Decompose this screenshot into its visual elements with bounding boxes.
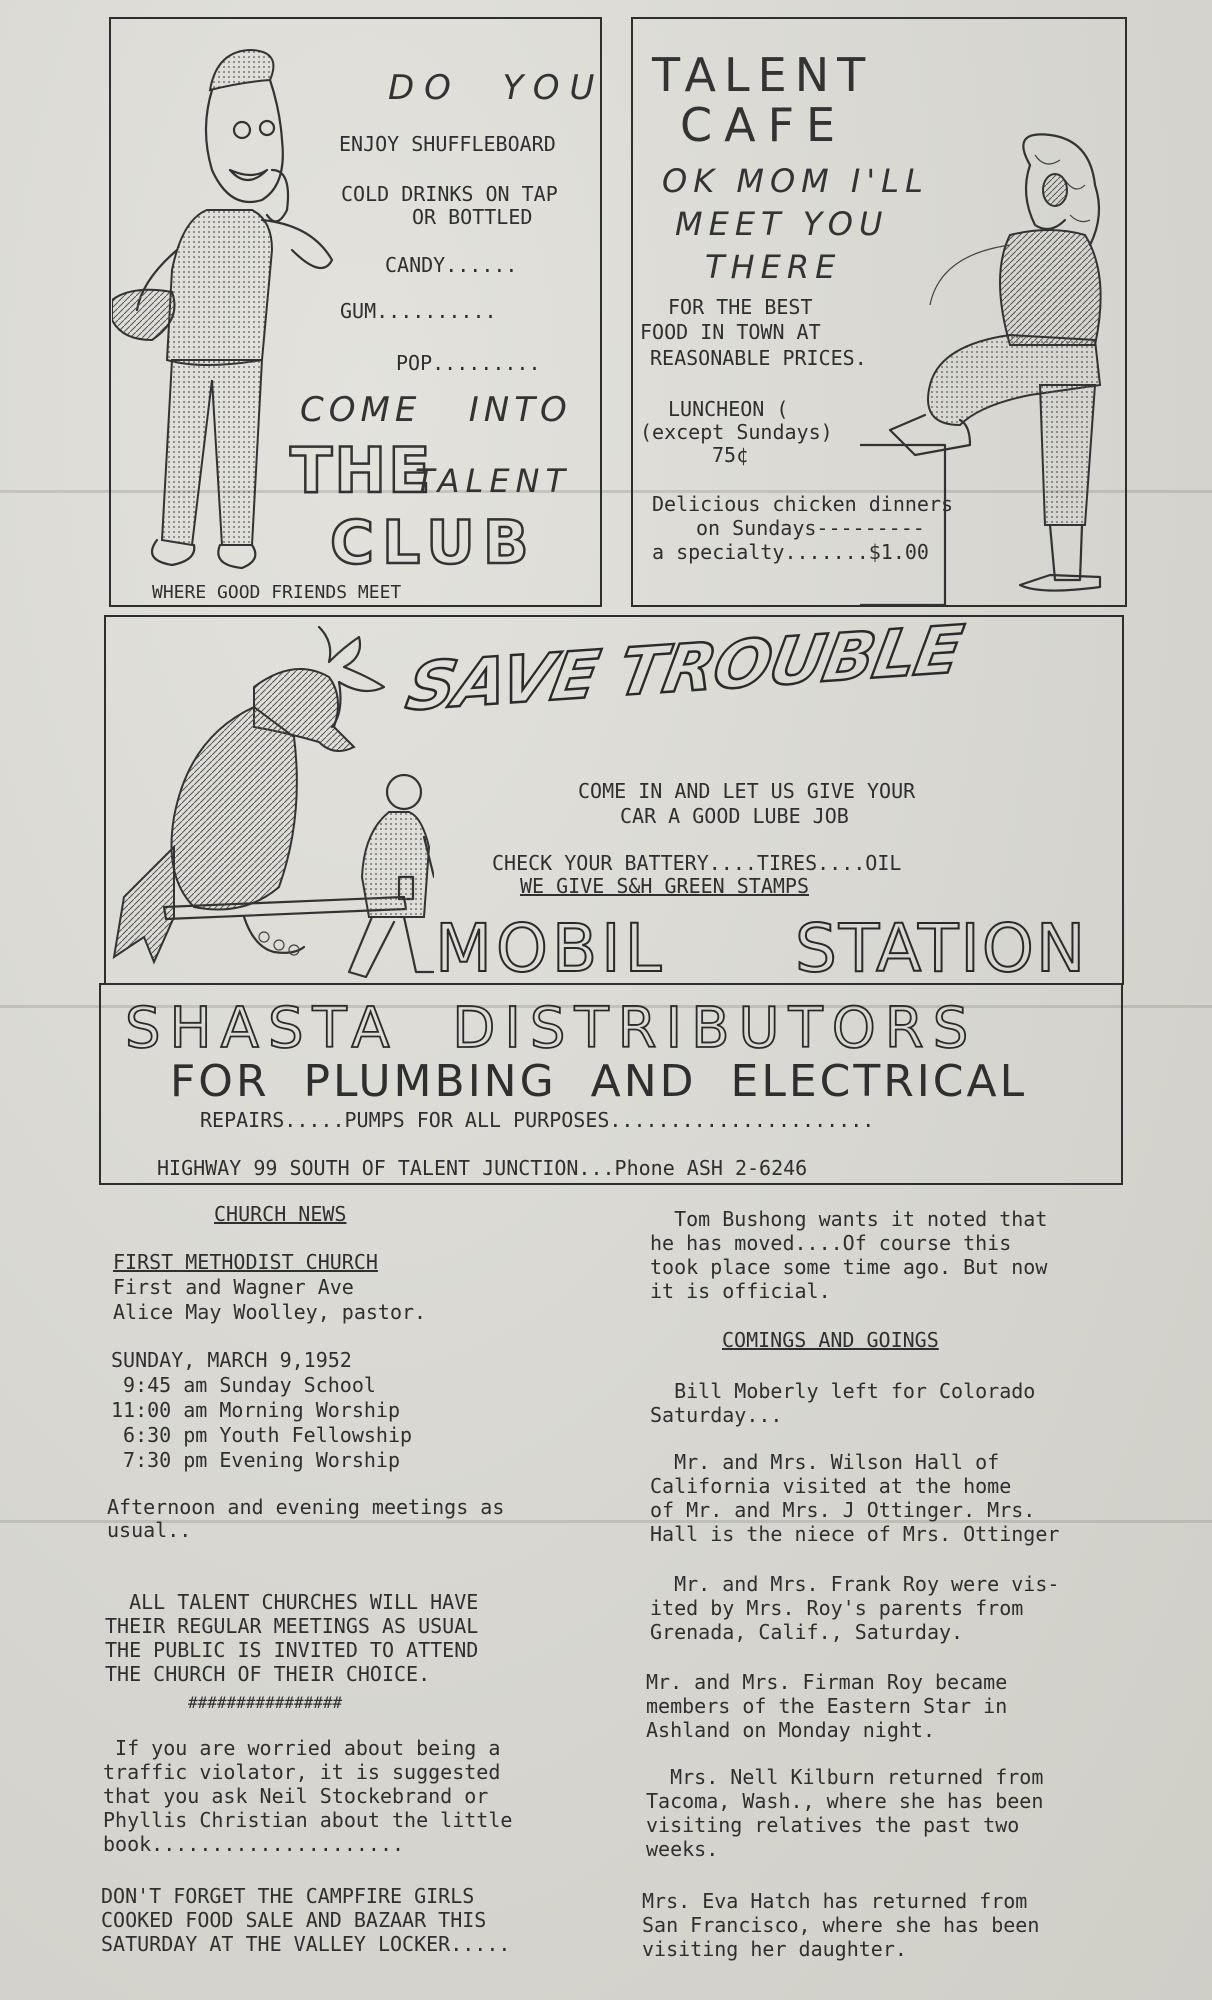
cafe-dinner-line3: a specialty.......$1.00	[652, 540, 929, 564]
hall-line2: California visited at the home	[650, 1474, 1012, 1498]
cafe-dinner-line2: on Sundays---------	[696, 516, 925, 540]
all-churches-line3: THE PUBLIC IS INVITED TO ATTEND	[105, 1638, 479, 1662]
firman-line1: Mr. and Mrs. Firman Roy became	[646, 1670, 1008, 1694]
mobil-line1: COME IN AND LET US GIVE YOUR	[578, 779, 916, 803]
club-talent: TALENT	[415, 462, 572, 500]
firman-line3: Ashland on Monday night.	[646, 1718, 935, 1742]
mobil-line4: WE GIVE S&H GREEN STAMPS	[520, 874, 809, 898]
cafe-luncheon-price: 75¢	[712, 443, 749, 467]
hatch-line3: visiting her daughter.	[642, 1937, 907, 1961]
kilburn-line1: Mrs. Nell Kilburn returned from	[646, 1765, 1044, 1789]
kilburn-line2: Tacoma, Wash., where she has been	[646, 1789, 1044, 1813]
bushong-line1: Tom Bushong wants it noted that	[650, 1207, 1048, 1231]
traffic-line1: If you are worried about being a	[103, 1736, 501, 1760]
club-item-gum: GUM..........	[340, 299, 497, 323]
church-date: SUNDAY, MARCH 9,1952	[111, 1348, 352, 1372]
campfire-line1: DON'T FORGET THE CAMPFIRE GIRLS	[101, 1884, 475, 1908]
cafe-body-line2: FOOD IN TOWN AT	[640, 320, 821, 344]
traffic-line2: traffic violator, it is suggested	[103, 1760, 501, 1784]
mobil-line3: CHECK YOUR BATTERY....TIRES....OIL	[492, 851, 902, 875]
roy-line3: Grenada, Calif., Saturday.	[650, 1620, 964, 1644]
shasta-repairs: REPAIRS.....PUMPS FOR ALL PURPOSES......................	[200, 1108, 875, 1132]
campfire-line2: COOKED FOOD SALE AND BAZAAR THIS	[101, 1908, 487, 1932]
methodist-address: First and Wagner Ave	[113, 1275, 354, 1299]
schedule-morning-worship: 11:00 am Morning Worship	[111, 1398, 400, 1422]
club-the: THE	[290, 434, 433, 507]
kilburn-line4: weeks.	[646, 1837, 719, 1861]
schedule-evening-worship: 7:30 pm Evening Worship	[111, 1448, 400, 1472]
cafe-dinner-line1: Delicious chicken dinners	[652, 492, 954, 516]
hall-line3: of Mr. and Mrs. J Ottinger. Mrs.	[650, 1498, 1036, 1522]
methodist-heading: FIRST METHODIST CHURCH	[113, 1250, 378, 1274]
bushong-line3: took place some time ago. But now	[650, 1255, 1048, 1279]
parrot-and-man-illustration	[104, 617, 434, 982]
divider: ################	[188, 1693, 343, 1712]
cafe-body-line1: FOR THE BEST	[668, 295, 813, 319]
all-churches-line4: THE CHURCH OF THEIR CHOICE.	[105, 1662, 431, 1686]
club-item-pop: POP.........	[396, 351, 541, 375]
hatch-line1: Mrs. Eva Hatch has returned from	[642, 1889, 1028, 1913]
cafe-title-talent: TALENT	[652, 48, 874, 102]
shasta-subtitle: FOR PLUMBING AND ELECTRICAL	[170, 1056, 1028, 1107]
afternoon-line1: Afternoon and evening meetings as	[107, 1495, 505, 1519]
bushong-line4: it is official.	[650, 1279, 831, 1303]
mobil-line2: CAR A GOOD LUBE JOB	[620, 804, 849, 828]
club-item-candy: CANDY......	[385, 253, 518, 277]
club-headline: DO YOU	[388, 68, 605, 108]
cafe-title-cafe: CAFE	[680, 98, 848, 152]
club-item-shuffleboard: ENJOY SHUFFLEBOARD	[339, 132, 556, 156]
roy-line2: ited by Mrs. Roy's parents from	[650, 1596, 1024, 1620]
cafe-luncheon-line1: LUNCHEON (	[668, 397, 789, 421]
club-come-into: COME INTO	[300, 390, 572, 430]
campfire-line3: SATURDAY AT THE VALLEY LOCKER.....	[101, 1932, 511, 1956]
shasta-title: SHASTA DISTRIBUTORS	[125, 996, 978, 1061]
mobil-headline: SAVE TROUBLE	[401, 611, 968, 726]
moberly-line2: Saturday...	[650, 1403, 783, 1427]
kilburn-line3: visiting relatives the past two	[646, 1813, 1020, 1837]
firman-line2: members of the Eastern Star in	[646, 1694, 1008, 1718]
schedule-youth-fellowship: 6:30 pm Youth Fellowship	[111, 1423, 413, 1447]
club-club: CLUB	[330, 508, 537, 578]
moberly-line1: Bill Moberly left for Colorado	[650, 1379, 1036, 1403]
all-churches-line2: THEIR REGULAR MEETINGS AS USUAL	[105, 1614, 479, 1638]
schedule-sunday-school: 9:45 am Sunday School	[111, 1373, 376, 1397]
hatch-line2: San Francisco, where she has been	[642, 1913, 1040, 1937]
afternoon-line2: usual..	[107, 1518, 192, 1542]
hall-line1: Mr. and Mrs. Wilson Hall of	[650, 1450, 1000, 1474]
comings-goings-heading: COMINGS AND GOINGS	[722, 1328, 939, 1352]
club-item-bottled: OR BOTTLED	[412, 205, 533, 229]
cafe-luncheon-line2: (except Sundays)	[640, 420, 833, 444]
shasta-address: HIGHWAY 99 SOUTH OF TALENT JUNCTION...Phone ASH 2-6246	[157, 1156, 808, 1180]
traffic-line4: Phyllis Christian about the little	[103, 1808, 513, 1832]
roy-line1: Mr. and Mrs. Frank Roy were vis-	[650, 1572, 1060, 1596]
cafe-quote-line1: OK MOM I'LL	[662, 162, 929, 200]
traffic-line3: that you ask Neil Stockebrand or	[103, 1784, 489, 1808]
club-item-cold-drinks: COLD DRINKS ON TAP	[341, 182, 558, 206]
bushong-line2: he has moved....Of course this	[650, 1231, 1012, 1255]
mobil-name-left: MOBIL	[435, 910, 666, 987]
hall-line4: Hall is the niece of Mrs. Ottinger	[650, 1522, 1060, 1546]
mobil-name-right: STATION	[795, 910, 1088, 987]
church-news-heading: CHURCH NEWS	[214, 1202, 347, 1226]
club-tagline: WHERE GOOD FRIENDS MEET	[152, 582, 402, 603]
cafe-quote-line3: THERE	[705, 248, 842, 286]
cafe-body-line3: REASONABLE PRICES.	[650, 346, 867, 370]
cafe-quote-line2: MEET YOU	[675, 205, 889, 243]
methodist-pastor: Alice May Woolley, pastor.	[113, 1300, 427, 1324]
all-churches-line1: ALL TALENT CHURCHES WILL HAVE	[105, 1590, 479, 1614]
traffic-line5: book.....................	[103, 1832, 405, 1856]
